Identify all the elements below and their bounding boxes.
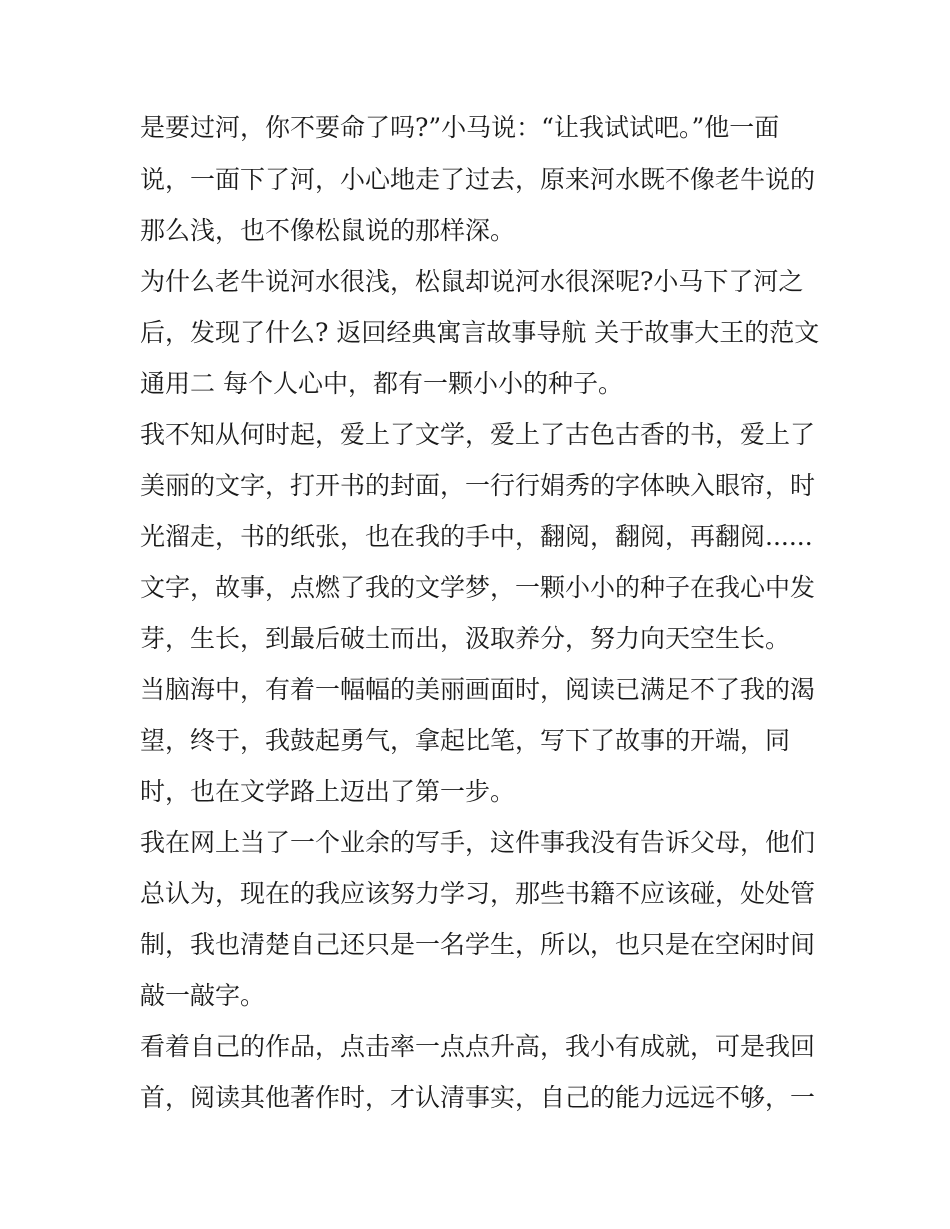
text-line: 文字，故事，点燃了我的文学梦，一颗小小的种子在我心中发 — [140, 573, 816, 602]
text-line: 首，阅读其他著作时，才认清事实，自己的能力远远不够，一 — [140, 1083, 816, 1112]
text-line: 我在网上当了一个业余的写手，这件事我没有告诉父母，他们 — [140, 828, 816, 857]
text-line: 看着自己的作品，点击率一点点升高，我小有成就，可是我回 — [140, 1032, 816, 1061]
text-line: 光溜走，书的纸张，也在我的手中，翻阅，翻阅，再翻阅...... — [140, 522, 813, 551]
text-line: 我不知从何时起，爱上了文学，爱上了古色古香的书，爱上了 — [140, 420, 816, 449]
text-line: 通用二 每个人心中，都有一颗小小的种子。 — [140, 369, 623, 398]
text-line: 后，发现了什么? 返回经典寓言故事导航 关于故事大王的范文 — [140, 318, 820, 347]
text-line: 那么浅，也不像松鼠说的那样深。 — [140, 216, 516, 245]
text-line: 制，我也清楚自己还只是一名学生，所以，也只是在空闲时间 — [140, 930, 816, 959]
text-line: 说，一面下了河，小心地走了过去，原来河水既不像老牛说的 — [140, 165, 816, 194]
text-line: 敲一敲字。 — [140, 981, 266, 1010]
text-line: 当脑海中，有着一幅幅的美丽画面时，阅读已满足不了我的渴 — [140, 675, 816, 704]
text-line: 望，终于，我鼓起勇气，拿起比笔，写下了故事的开端，同 — [140, 726, 791, 755]
text-line: 美丽的文字，打开书的封面，一行行娟秀的字体映入眼帘，时 — [140, 471, 816, 500]
text-line: 时，也在文学路上迈出了第一步。 — [140, 777, 516, 806]
text-line: 是要过河，你不要命了吗?”小马说：“让我试试吧。”他一面 — [140, 113, 780, 142]
text-line: 芽，生长，到最后破土而出，汲取养分，努力向天空生长。 — [140, 624, 791, 653]
text-line: 为什么老牛说河水很浅，松鼠却说河水很深呢?小马下了河之 — [140, 267, 804, 296]
text-line: 总认为，现在的我应该努力学习，那些书籍不应该碰，处处管 — [140, 879, 816, 908]
